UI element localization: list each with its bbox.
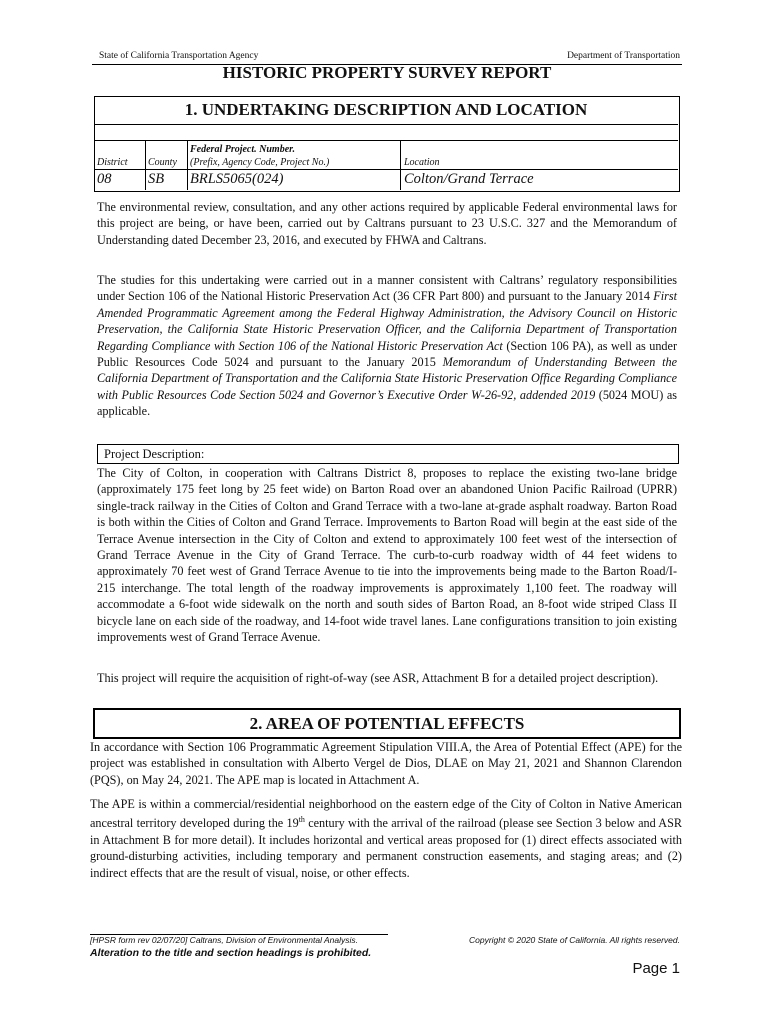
right-of-way-paragraph: This project will require the acquisition of right-of-way (see ASR, Attachment B for a detailed project description).: [97, 671, 659, 685]
column-location: Location: [404, 157, 440, 168]
footer-copyright: Copyright © 2020 State of California. All rights reserved.: [469, 935, 680, 945]
column-divider: [187, 141, 188, 190]
section2-heading: 2. AREA OF POTENTIAL EFFECTS: [93, 708, 681, 739]
footer-alteration: Alteration to the title and section headings is prohibited.: [90, 947, 372, 959]
header-agency: State of California Transportation Agency: [99, 51, 259, 61]
para2-text: (Section 106 PA), as well as under Public Resources Code 5024 and pursuant to the January 2015: [97, 338, 677, 370]
column-county: County: [148, 157, 177, 168]
value-project: BRLS5065(024): [190, 171, 284, 187]
column-project-line2: (Prefix, Agency Code, Project No.): [190, 157, 330, 168]
ape-text: century with the arrival of the railroad (please see Section 3 below and ASR in Attachment B for more detail). It includes horizontal and vertical areas proposed for (1) direct effects associated with ground-disturbing activities, including temporary and permanent construction easements, and staging areas; and (2) indirect effects that are the result of visual, noise, or other effects.: [90, 816, 682, 880]
column-divider: [145, 141, 146, 190]
ape-text: The APE is within a commercial/residential neighborhood on the eastern edge of the City of Colton in Native American ancestral territory developed during the 19: [90, 797, 682, 831]
section1-paragraph-1: The environmental review, consultation, and any other actions required by applicable Federal environmental laws for this project are being, or have been, carried out by Caltrans pursuant to 23 U.S.C. 327 and the Memorandum of Understanding dated December 23, 2016, and executed by FHWA and Caltrans.: [97, 200, 677, 247]
section2-paragraph-2: [90, 796, 682, 881]
table-rule: [94, 169, 678, 170]
section1-paragraph-2: [97, 272, 677, 420]
project-description-label: Project Description:: [97, 444, 679, 464]
section1-heading: 1. UNDERTAKING DESCRIPTION AND LOCATION: [184, 100, 588, 119]
column-project-line1: Federal Project. Number.: [190, 144, 295, 155]
header-department: Department of Transportation: [567, 51, 680, 61]
ordinal-suffix: th: [298, 815, 305, 825]
table-rule: [94, 124, 678, 125]
value-county: SB: [148, 171, 165, 187]
column-district: District: [97, 157, 128, 168]
para2-pa-title: First Amended Programmatic Agreement among the Federal Highway Administration, the Advisory Council on Historic Preservation, the California State Historic Preservation Officer, and the California Department of Transportation Regarding Compliance with Section 106 of the National Historic Preservation Act: [97, 289, 677, 353]
value-location: Colton/Grand Terrace: [404, 171, 534, 187]
section2-paragraph-1: In accordance with Section 106 Programmatic Agreement Stipulation VIII.A, the Area of Potential Effect (APE) for the project was established in consultation with Alberto Vergel de Dios, DLAE on May 21, 2021 and Shannon Clarendon (PQS), on May 24, 2021. The APE map is located in Attachment A.: [90, 740, 682, 787]
project-description: The City of Colton, in cooperation with Caltrans District 8, proposes to replace the existing two-lane bridge (approximately 175 feet long by 25 feet wide) on Barton Road over an abandoned Union Pacific Railroad (UPRR) single-track railway in the Cities of Colton and Grand Terrace with a two-lane at-grade asphalt roadway. Barton Road is both within the Cities of Colton and Grand Terrace. Improvements to Barton Road will begin at the east side of the Terrace Avenue intersection in the City of Colton and extend to approximately 100 feet west of the intersection of Grand Terrace Avenue in the City of Grand Terrace. The curb-to-curb roadway width of 44 feet widens to approximately 70 feet west of Grand Terrace Avenue to tie into the improvements being made to the Barton Road/I-215 interchange. The total length of the roadway improvements is approximately 1,100 feet. The roadway will accommodate a 6-foot wide sidewalk on the north and south sides of Barton Road, an 8-foot wide striped Class II bicycle lane on each side of the roadway, and 14-foot wide travel lanes. Lane configurations transition to join existing improvements west of Grand Terrace Avenue.: [97, 466, 677, 645]
column-divider: [400, 141, 401, 190]
document-title: HISTORIC PROPERTY SURVEY REPORT: [222, 63, 552, 82]
value-district: 08: [97, 171, 112, 187]
para2-mou-title: Memorandum of Understanding Between the California Department of Transportation and the California State Historic Preservation Office Regarding Compliance with Public Resources Code Section 5024 and Governor’s Executive Order W-26-92, addended 2019: [97, 355, 677, 402]
footer-rule: [90, 934, 388, 935]
page-number: Page 1: [632, 960, 680, 977]
footer-form-rev: [HPSR form rev 02/07/20] Caltrans, Division of Environmental Analysis.: [90, 935, 359, 945]
table-rule: [94, 140, 678, 141]
para2-text: (5024 MOU) as applicable.: [97, 387, 677, 419]
para2-text: The studies for this undertaking were carried out in a manner consistent with Caltrans’ regulatory responsibilities under Section 106 of the National Historic Preservation Act (36 CFR Part 800) and pursuant to the January 2014: [97, 273, 677, 304]
